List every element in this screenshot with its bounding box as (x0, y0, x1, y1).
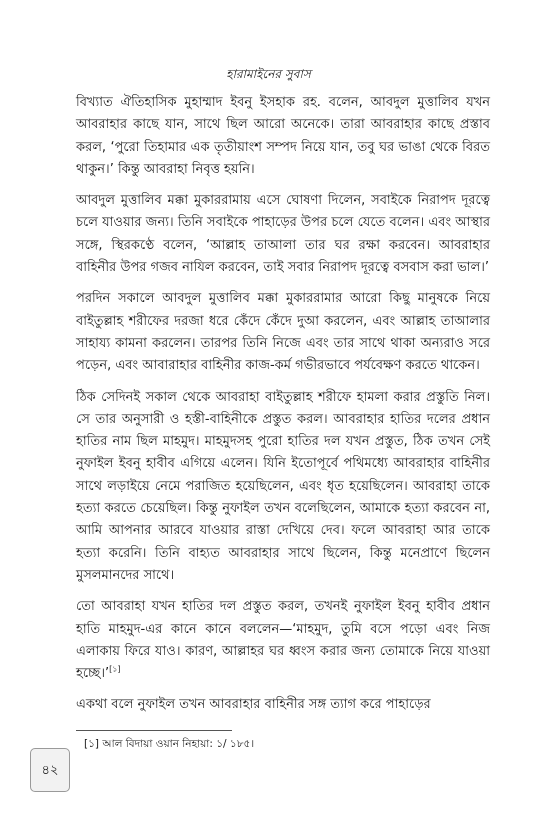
paragraph-4: ঠিক সেদিনই সকাল থেকে আবরাহা বাইতুল্লাহ শরীফে হামলা করার প্রস্তুতি নিল। সে তার অনুসারী ও হস্তী-বাহিনীকে প্রস্তুত করল। আবরাহার হাতির দলের প্রধান হাতির নাম ছিল মাহমুদ। মাহমুদসহ পুরো হাতির দল যখন প্রস্তুত, ঠিক তখন সেই নুফাইল ইবনু হাবীব এগিয়ে এলেন। যিনি ইতোপূর্বে পথিমধ্যে আবরাহার বাহিনীর সাথে লড়াইয়ে নেমে পরাজিত হয়েছিলেন, এবং ধৃত হয়েছিলেন। আবরাহা তাকে হত্যা করতে চেয়েছিল। কিন্তু নুফাইল তখন বলেছিলেন, আমাকে হত্যা করবেন না, আমি আপনার আরবে যাওয়ার রাস্তা দেখিয়ে দেব। ফলে আবরাহা আর তাকে হত্যা করেনি। তিনি বাহ্যত আবরাহার সাথে ছিলেন, কিন্তু মনেপ্রাণে ছিলেন মুসলমানদের সাথে। (76, 389, 490, 583)
body-text (76, 92, 490, 726)
paragraph-1: বিখ্যাত ঐতিহাসিক মুহাম্মাদ ইবনু ইসহাক রহ. বলেন, আবদুল মুত্তালিব যখন আবরাহার কাছে যান, সাথে ছিল আরো অনেকে। তারা আবরাহার কাছে প্রস্তাব করল, ‘পুরো তিহামার এক তৃতীয়াংশ সম্পদ নিয়ে যান, তবু ঘর ভাঙা থেকে বিরত থাকুন।’ কিন্তু আবরাহা নিবৃত্ত হয়নি। (76, 95, 490, 177)
running-header: হারামাইনের সুবাস (226, 67, 311, 81)
footnote: [১] আল বিদায়া ওয়ান নিহায়া: ১/ ১৮৫। (84, 738, 255, 750)
paragraph-5-text: তো আবরাহা যখন হাতির দল প্রস্তুত করল, তখনই নুফাইল ইবনু হাবীব প্রধান হাতি মাহমুদ-এর কানে কানে বললেন—‘মাহমুদ, তুমি বসে পড়ো এবং নিজ এলাকায় ফিরে যাও। কারণ, আল্লাহর ঘর ধ্বংস করার জন্য তোমাকে নিয়ে যাওয়া হচ্ছে।’ (76, 599, 490, 682)
page-number: ৪২ (41, 763, 59, 778)
footnote-divider (76, 730, 232, 731)
paragraph-6: একথা বলে নুফাইল তখন আবরাহার বাহিনীর সঙ্গ ত্যাগ করে পাহাড়ের (76, 697, 431, 713)
paragraph-5 (76, 596, 490, 685)
footnote-reference: [১] (109, 664, 121, 674)
paragraph-2: আবদুল মুত্তালিব মক্কা মুকাররামায় এসে ঘোষণা দিলেন, সবাইকে নিরাপদ দূরত্বে চলে যাওয়ার জন্য। তিনি সবাইকে পাহাড়ের উপর চলে যেতে বলেন। এবং আস্থার সঙ্গে, স্থিরকণ্ঠে বলেন, ‘আল্লাহ তাআলা তার ঘর রক্ষা করবেন। আবরাহার বাহিনীর উপর গজব নাযিল করবেন, তাই সবার নিরাপদ দূরত্বে বসবাস করা ভাল।’ (76, 193, 490, 276)
page-number-box (30, 748, 70, 792)
paragraph-3: পরদিন সকালে আবদুল মুত্তালিব মক্কা মুকাররামার আরো কিছু মানুষকে নিয়ে বাইতুল্লাহ শরীফের দরজা ধরে কেঁদে কেঁদে দুআ করলেন, এবং আল্লাহ তাআলার সাহায্য কামনা করলেন। তারপর তিনি নিজে এবং তার সাথে থাকা অন্যরাও সরে পড়েন, এবং আবারাহার বাহিনীর কাজ-কর্ম গভীরভাবে পর্যবেক্ষণ করতে থাকেন। (76, 291, 490, 374)
